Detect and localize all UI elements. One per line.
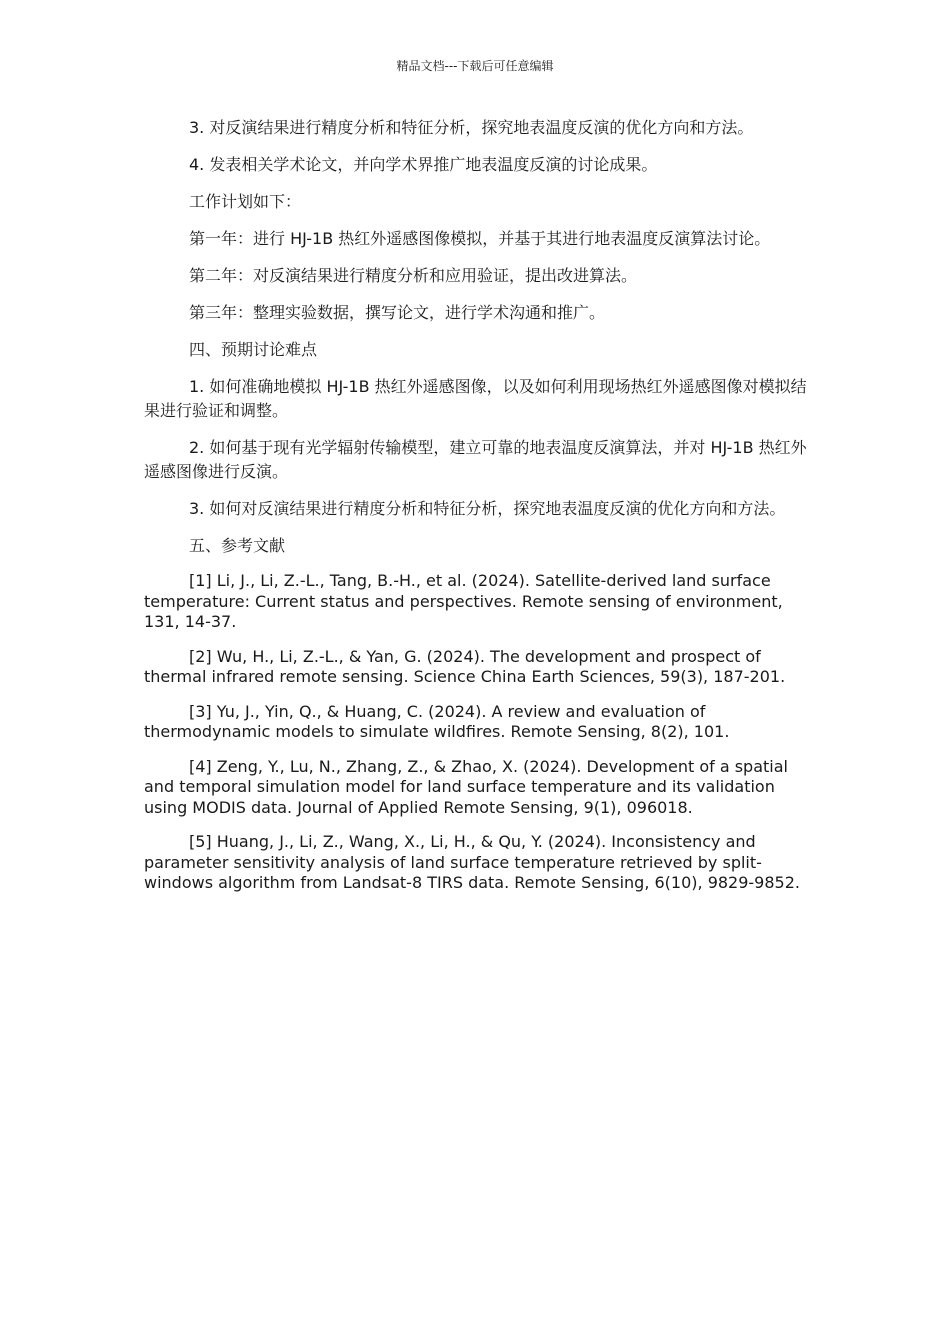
difficulty-item-2: 2. 如何基于现有光学辐射传输模型，建立可靠的地表温度反演算法，并对 HJ-1B 热红外遥感图像进行反演。: [144, 438, 807, 481]
section-heading-references: 五、参考文献: [189, 536, 286, 555]
reference-item: [5] Huang, J., Li, Z., Wang, X., Li, H., & Qu, Y. (2024). Inconsistency and parameter sensitivity analysis of land surface temperature retrieved by split-windows algorithm from Landsat-8 TIRS data. Remote Sensing, 6(10), 9829-9852.: [144, 832, 800, 892]
objective-item-3: 3. 对反演结果进行精度分析和特征分析，探究地表温度反演的优化方向和方法。: [189, 118, 754, 137]
reference-item: [4] Zeng, Y., Lu, N., Zhang, Z., & Zhao, X. (2024). Development of a spatial and temporal simulation model for land surface temperature and its validation using MODIS data. Journal of Applied Remote Sensing, 9(1), 096018.: [144, 756, 788, 817]
reference-item: [1] Li, J., Li, Z.-L., Tang, B.-H., et al. (2024). Satellite-derived land surface temperature: Current status and perspectives. Remote sensing of environment, 131, 14-37.: [144, 571, 783, 631]
page-header: 精品文档---下载后可任意编辑: [396, 59, 554, 73]
reference-item: [2] Wu, H., Li, Z.-L., & Yan, G. (2024). The development and prospect of thermal infrared remote sensing. Science China Earth Sciences, 59(3), 187-201.: [144, 646, 786, 686]
work-plan-heading: 工作计划如下：: [189, 192, 302, 211]
section-heading-difficulties: 四、预期讨论难点: [189, 340, 318, 359]
plan-year-3: 第三年：整理实验数据，撰写论文，进行学术沟通和推广。: [189, 303, 606, 322]
difficulty-item-1: 1. 如何准确地模拟 HJ-1B 热红外遥感图像，以及如何利用现场热红外遥感图像对模拟结果进行验证和调整。: [144, 377, 807, 420]
difficulty-item-3: 3. 如何对反演结果进行精度分析和特征分析，探究地表温度反演的优化方向和方法。: [189, 499, 786, 518]
document-body: [144, 116, 816, 908]
reference-item: [3] Yu, J., Yin, Q., & Huang, C. (2024). A review and evaluation of thermodynamic models to simulate wildfires. Remote Sensing, 8(2), 101.: [144, 701, 730, 741]
plan-year-1: 第一年：进行 HJ-1B 热红外遥感图像模拟，并基于其进行地表温度反演算法讨论。: [189, 229, 771, 248]
plan-year-2: 第二年：对反演结果进行精度分析和应用验证，提出改进算法。: [189, 266, 638, 285]
objective-item-4: 4. 发表相关学术论文，并向学术界推广地表温度反演的讨论成果。: [189, 155, 658, 174]
